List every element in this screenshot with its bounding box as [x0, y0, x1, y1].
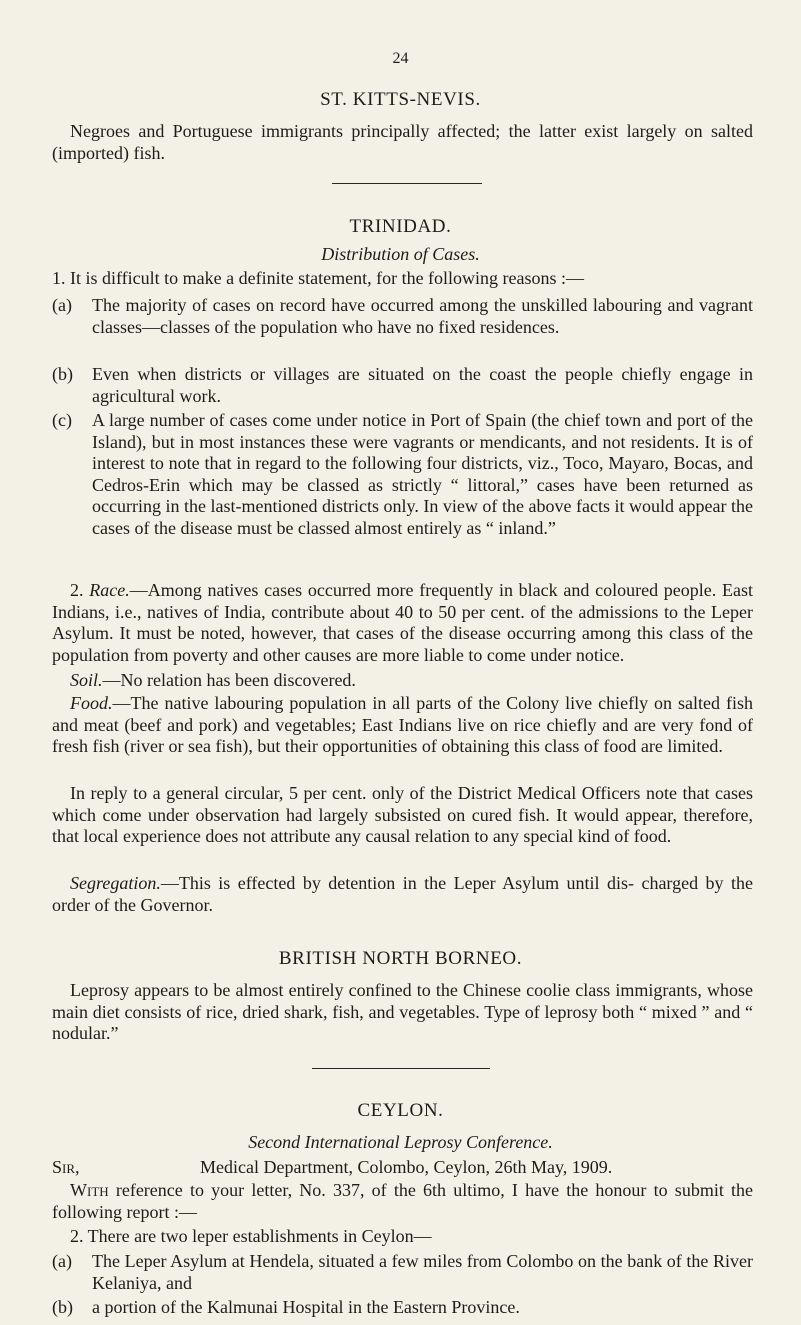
trinidad-item-a [52, 295, 753, 338]
heading-ceylon: CEYLON. [357, 1100, 444, 1121]
letter-header-line [52, 1157, 753, 1179]
soil-text: —No relation has been discovered. [102, 670, 356, 690]
trinidad-point-1: 1. It is difficult to make a definite statement, for the following reasons :— [52, 268, 585, 288]
circular-reply-paragraph: In reply to a general circular, 5 per cent. only of the District Medical Officers note that cases which come under observation had largely subsisted on cured fish. It would appear, therefore, that local experience does not attribute any causal relation to any special kind of food. [52, 783, 753, 846]
page-number: 24 [392, 50, 409, 67]
race-number: 2. [70, 580, 84, 600]
heading-trinidad: TRINIDAD. [349, 216, 452, 237]
food-label: Food. [70, 693, 113, 713]
ceylon-point-2: 2. There are two leper establishments in Ceylon— [70, 1226, 432, 1246]
item-c-text: A large number of cases come under notice in Port of Spain (the chief town and port of the Island), but in most instances these were vagrants or mendicants, and not residents. It is of interest to note that in regard to the following four districts, viz., Toco, Mayaro, Bocas, and Cedros-Erin which may be classed as strictly “ littoral,” cases have been returned as occurring in the last-mentioned districts only. In view of the above facts it would appear the cases of the disease must be classed almost entirely as “ inland.” [92, 410, 753, 538]
race-text: —Among natives cases occurred more frequently in black and coloured people. East Indians, i.e., natives of India, contribute about 40 to 50 per cent. of the admissions to the Leper Asylum. It must be noted, however, that cases of the disease occurring among this class of the population from poverty and other causes are more liable to come under notice. [52, 580, 753, 665]
salutation: Sir, [52, 1157, 80, 1177]
item-a-label: (a) [52, 295, 72, 315]
ceylon-item-a-label: (a) [52, 1251, 72, 1271]
st-kitts-paragraph: Negroes and Portuguese immigrants principally affected; the latter exist largely on salted (imported) fish. [52, 121, 753, 163]
food-text: —The native labouring population in all parts of the Colony live chiefly on salted fish and meat (beef and pork) and vegetables; East Indians live on rice chiefly and are very fond of fresh fish (river or sea fish), but their opportunities of obtaining this class of food are limited. [52, 693, 753, 756]
soil-label: Soil. [70, 670, 103, 690]
letter-opening-word: With [70, 1180, 109, 1200]
letter-opening-paragraph [52, 1180, 753, 1223]
ceylon-item-b [52, 1297, 753, 1319]
letter-opening-text: reference to your letter, No. 337, of the 6th ultimo, I have the honour to submit the following report :— [52, 1180, 753, 1222]
ceylon-item-a-text: The Leper Asylum at Hendela, situated a few miles from Colombo on the bank of the River Kelaniya, and [92, 1251, 753, 1293]
race-label: Race. [89, 580, 130, 600]
soil-paragraph [52, 670, 753, 692]
item-c-label: (c) [52, 410, 72, 430]
ceylon-item-b-label: (b) [52, 1297, 73, 1317]
heading-british-north-borneo: BRITISH NORTH BORNEO. [278, 948, 523, 969]
food-paragraph [52, 693, 753, 758]
segregation-label: Segregation. [70, 873, 161, 893]
heading-st-kitts-nevis: ST. KITTS-NEVIS. [320, 89, 481, 110]
item-b-label: (b) [52, 364, 73, 384]
letter-address-date: Medical Department, Colombo, Ceylon, 26th May, 1909. [200, 1157, 613, 1177]
ceylon-item-a [52, 1251, 753, 1294]
trinidad-item-c [52, 410, 753, 539]
race-paragraph [52, 580, 753, 666]
section-divider [312, 1068, 490, 1069]
borneo-paragraph: Leprosy appears to be almost entirely confined to the Chinese coolie class immigrants, whose main diet consists of rice, dried shark, fish, and vegetables. Type of leprosy both “ mixed ” and “ nodular.” [52, 980, 753, 1043]
segregation-paragraph [52, 873, 753, 916]
item-a-text: The majority of cases on record have occurred among the unskilled labouring and vagrant classes—classes of the population who have no fixed residences. [92, 295, 753, 337]
subheading-conference: Second International Leprosy Conference. [248, 1132, 553, 1152]
subheading-distribution: Distribution of Cases. [321, 244, 480, 264]
trinidad-item-b [52, 364, 753, 407]
segregation-text: —This is effected by detention in the Leper Asylum until dis- charged by the order of the Governor. [52, 873, 753, 915]
item-b-text: Even when districts or villages are situated on the coast the people chiefly engage in agricultural work. [92, 364, 753, 406]
section-divider [332, 183, 482, 184]
ceylon-item-b-text: a portion of the Kalmunai Hospital in the Eastern Province. [92, 1297, 520, 1317]
